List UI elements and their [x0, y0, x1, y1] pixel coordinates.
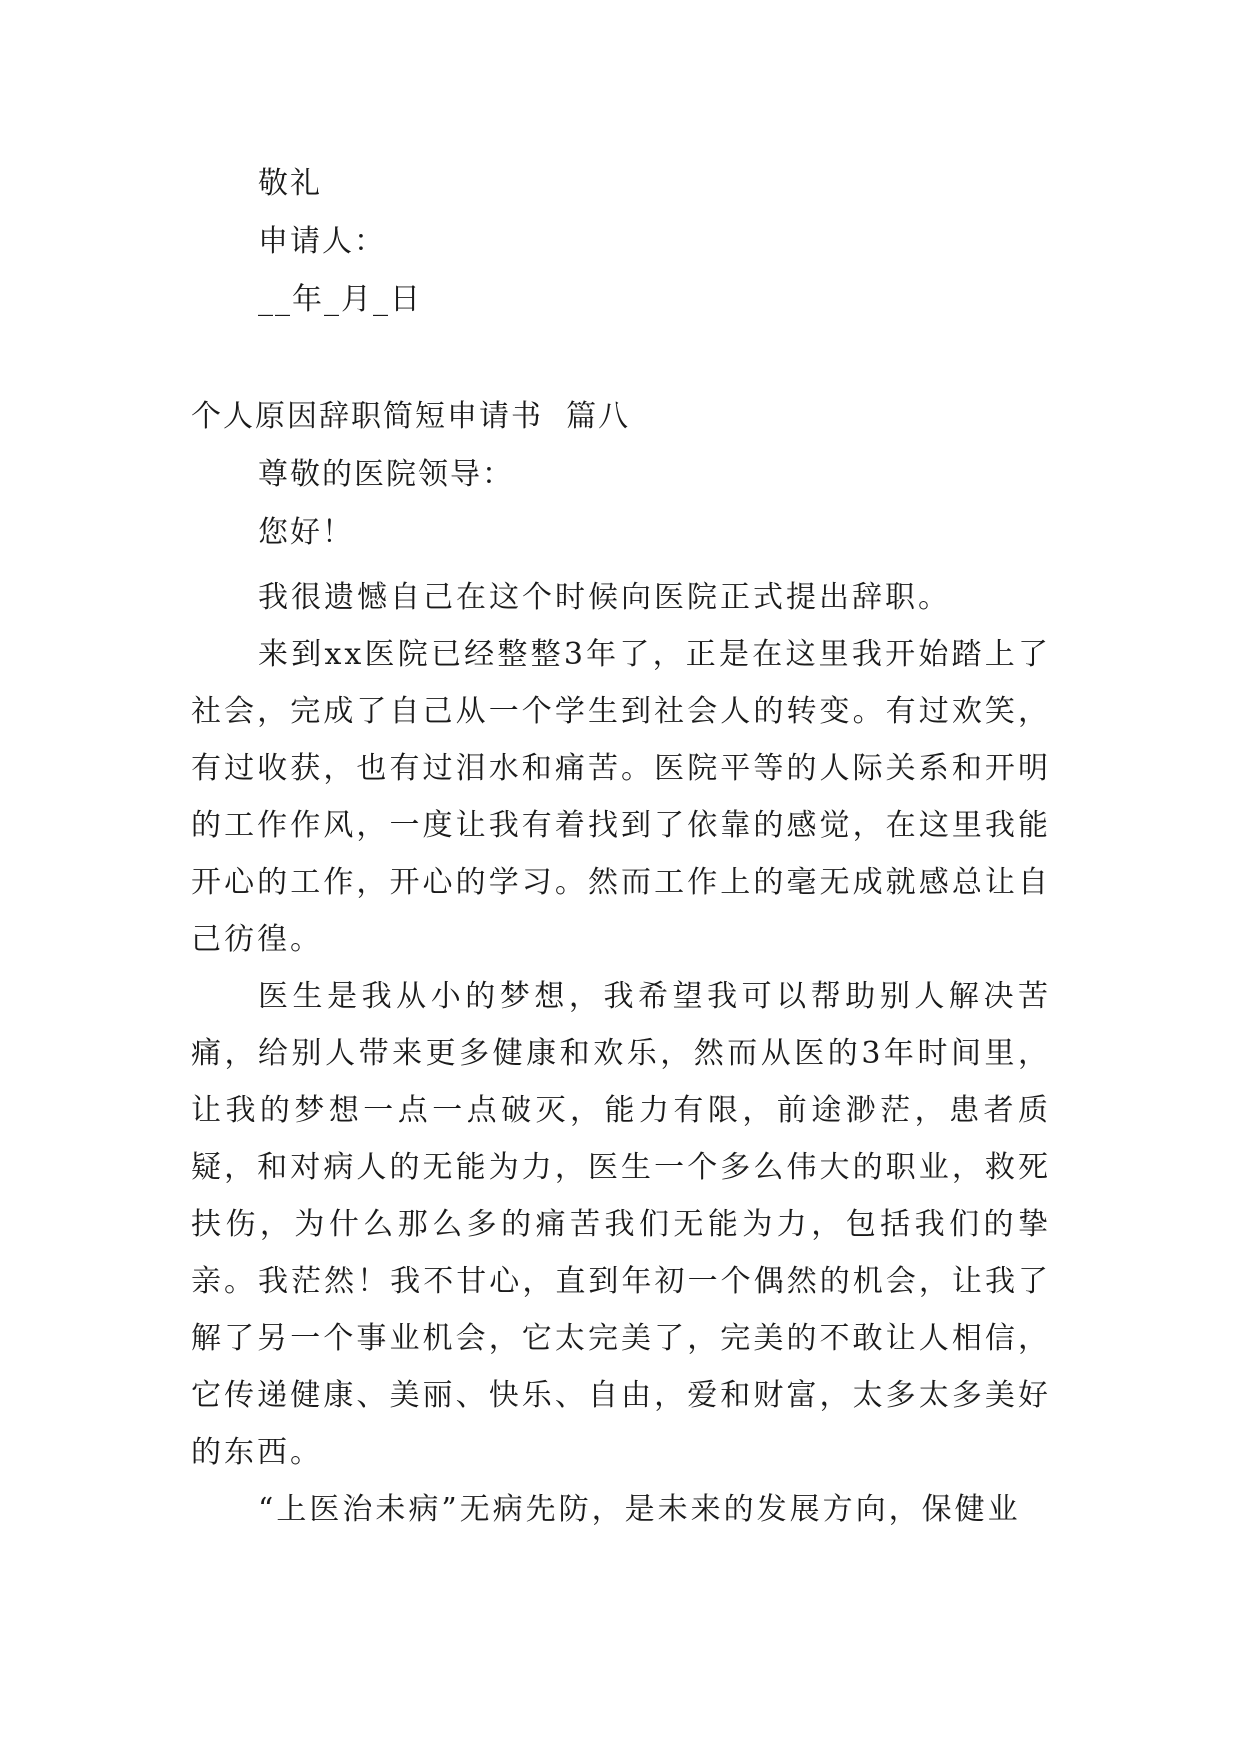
closing-salute: 敬礼	[258, 166, 322, 201]
paragraph-3: 医生是我从小的梦想，我希望我可以帮助别人解决苦痛，给别人带来更多健康和欢乐，然而从医的3年时间里，让我的梦想一点一点破灭，能力有限，前途渺茫，患者质疑，和对病人的无能为力，医生一个多么伟大的职业，救死扶伤，为什么那么多的痛苦我们无能为力，包括我们的挚亲。	[191, 979, 1051, 1299]
section-title: 个人原因辞职简短申请书 篇八	[191, 399, 631, 434]
paragraph-1: 我很遗憾自己在这个时候向医院正式提出辞职。	[258, 580, 951, 615]
greeting: 尊敬的医院领导：	[258, 457, 514, 492]
paragraph-5: “上医治未病”无病先防，是未来的发展方向，保健业	[258, 1492, 1021, 1527]
hello-line: 您好！	[258, 515, 354, 550]
applicant-label: 申请人：	[258, 224, 386, 259]
date-line: __年_月_日	[258, 282, 422, 317]
paragraph-4: 我茫然！我不甘心，直到年初一个偶然的机会，让我了解了另一个事业机会，它太完美了，完美的不敢让人相信，它传递健康、美丽、快乐、自由，爱和财富，太多太多美好的东西。	[191, 1264, 1051, 1470]
paragraph-2: 来到xx医院已经整整3年了，正是在这里我开始踏上了社会，完成了自己从一个学生到社会人的转变。有过欢笑，有过收获，也有过泪水和痛苦。医院平等的人际关系和开明的工作作风，一度让我有着找到了依靠的感觉，在这里我能开心的工作，开心的学习。然而工作上的毫无成就感总让自己彷徨。	[191, 637, 1051, 957]
